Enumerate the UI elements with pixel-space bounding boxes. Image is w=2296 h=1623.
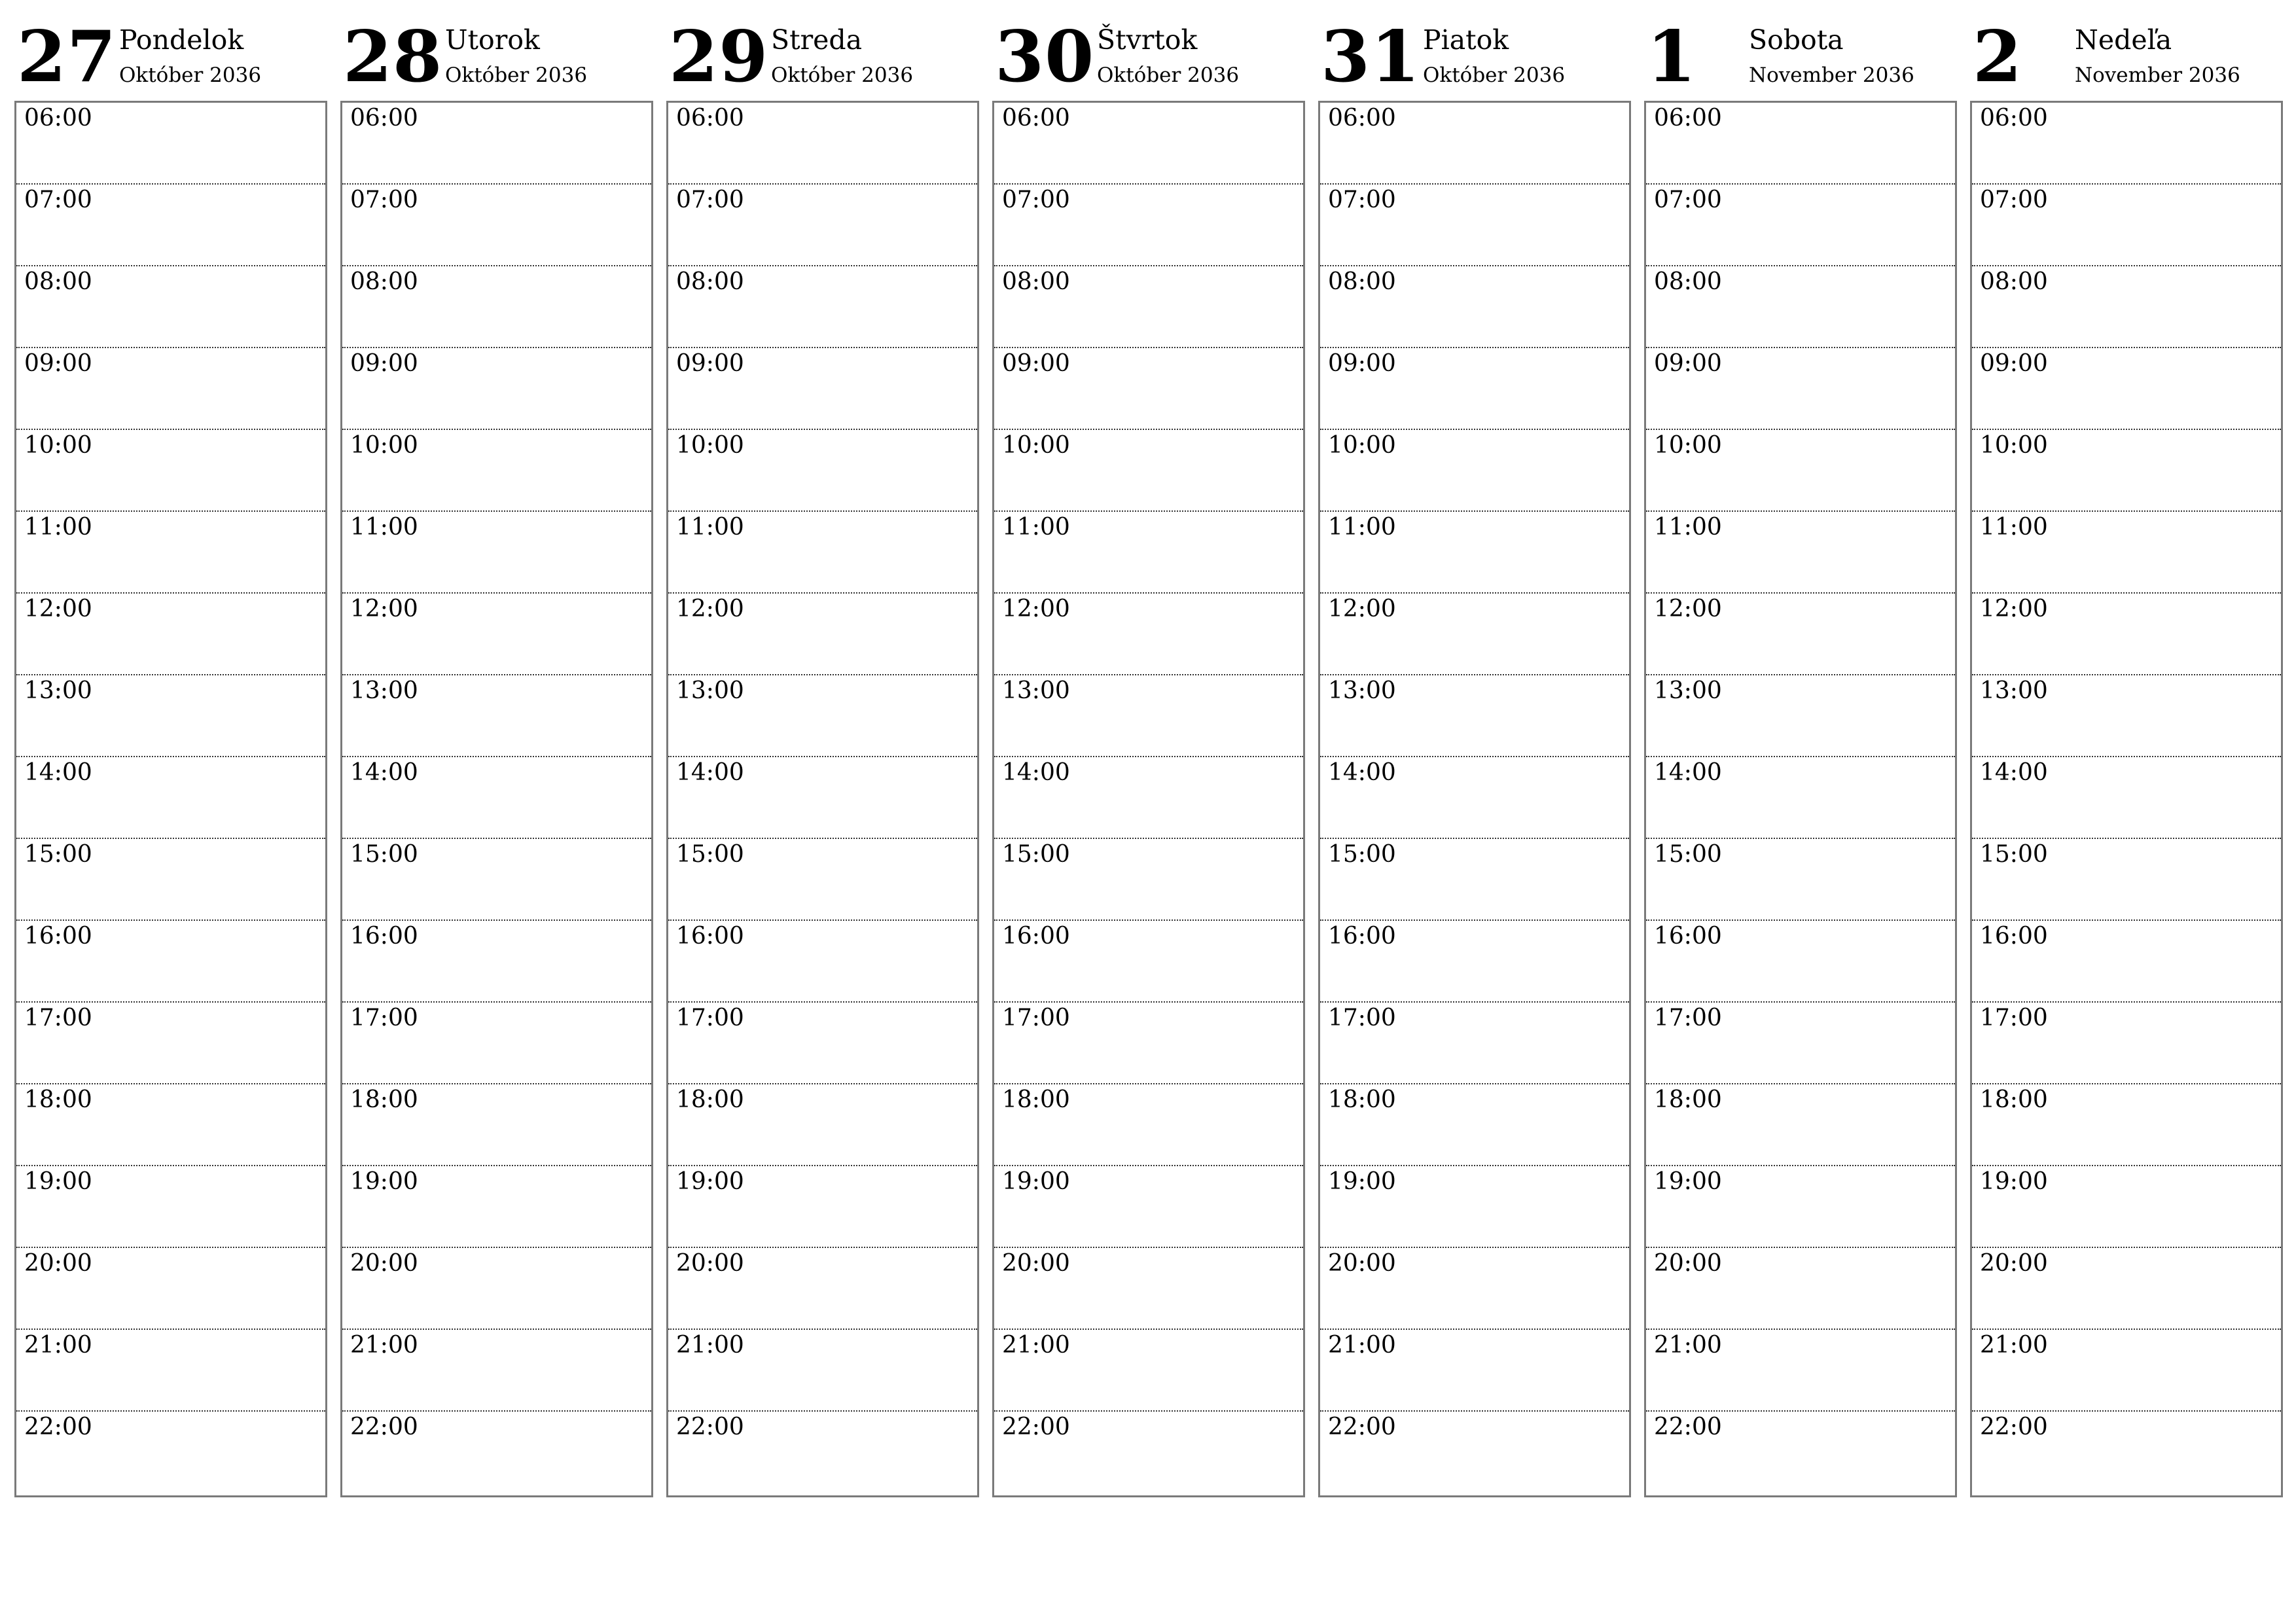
hour-label: 13:00: [1654, 677, 1722, 704]
hour-label: 06:00: [676, 105, 744, 132]
hour-label: 22:00: [24, 1414, 92, 1440]
hour-label: 16:00: [1002, 923, 1070, 950]
hour-slot[interactable]: [994, 348, 1303, 430]
hour-slot[interactable]: [1320, 266, 1629, 348]
hour-label: 18:00: [24, 1086, 92, 1113]
hour-slots-box: [666, 101, 979, 1497]
hour-slot[interactable]: [1972, 839, 2281, 921]
hour-slot[interactable]: [668, 675, 977, 757]
hour-slot[interactable]: [1972, 1248, 2281, 1330]
hour-slot[interactable]: [16, 1084, 325, 1166]
hour-slot[interactable]: [1972, 512, 2281, 594]
hour-slots-box: [1644, 101, 1957, 1497]
hour-slot[interactable]: [16, 1003, 325, 1084]
hour-slot[interactable]: [1646, 512, 1955, 594]
hour-label: 18:00: [676, 1086, 744, 1113]
hour-slots-box: [1970, 101, 2283, 1497]
hour-slot[interactable]: [1320, 1166, 1629, 1248]
hour-slot[interactable]: [668, 266, 977, 348]
hour-label: 22:00: [1328, 1414, 1396, 1440]
hour-label: 18:00: [1980, 1086, 2048, 1113]
hour-slot[interactable]: [16, 1330, 325, 1412]
hour-label: 07:00: [24, 187, 92, 213]
hour-label: 16:00: [1328, 923, 1396, 950]
hour-label: 13:00: [350, 677, 418, 704]
hour-slot[interactable]: [994, 266, 1303, 348]
day-header: [340, 0, 652, 98]
hour-slot[interactable]: [1320, 1330, 1629, 1412]
hour-slot[interactable]: [668, 1084, 977, 1166]
hour-slot[interactable]: [668, 430, 977, 512]
day-name: Sobota: [1749, 24, 1844, 56]
hour-label: 13:00: [1328, 677, 1396, 704]
hour-label: 10:00: [1328, 432, 1396, 459]
hour-label: 11:00: [1002, 514, 1070, 541]
hour-slot[interactable]: [668, 185, 977, 266]
day-column: [992, 0, 1304, 1499]
day-number: 2: [1973, 16, 2023, 98]
hour-label: 22:00: [676, 1414, 744, 1440]
hour-slot[interactable]: [994, 430, 1303, 512]
hour-slots-box: [1318, 101, 1631, 1497]
hour-slot[interactable]: [994, 675, 1303, 757]
day-month-year: November 2036: [1749, 63, 1914, 87]
hour-slot[interactable]: [16, 266, 325, 348]
hour-slot[interactable]: [342, 1330, 651, 1412]
day-number: 30: [995, 16, 1095, 98]
day-name: Pondelok: [119, 24, 244, 56]
hour-label: 08:00: [1654, 268, 1722, 295]
day-number: 1: [1647, 16, 1697, 98]
hour-label: 20:00: [350, 1250, 418, 1277]
hour-label: 13:00: [1002, 677, 1070, 704]
hour-label: 21:00: [1980, 1332, 2048, 1359]
hour-label: 07:00: [1654, 187, 1722, 213]
hour-slot[interactable]: [994, 1166, 1303, 1248]
hour-label: 17:00: [1328, 1005, 1396, 1031]
hour-label: 16:00: [1654, 923, 1722, 950]
hour-slot[interactable]: [1972, 430, 2281, 512]
hour-slot[interactable]: [342, 1248, 651, 1330]
hour-label: 10:00: [676, 432, 744, 459]
hour-slot[interactable]: [1972, 921, 2281, 1003]
hour-slot[interactable]: [1972, 266, 2281, 348]
day-number: 28: [343, 16, 443, 98]
day-number: 31: [1321, 16, 1421, 98]
hour-label: 09:00: [1980, 350, 2048, 377]
hour-label: 11:00: [1654, 514, 1722, 541]
hour-slot[interactable]: [994, 594, 1303, 675]
hour-slot[interactable]: [668, 1003, 977, 1084]
hour-slot[interactable]: [994, 1330, 1303, 1412]
hour-slot[interactable]: [16, 348, 325, 430]
hour-label: 07:00: [350, 187, 418, 213]
hour-label: 15:00: [350, 841, 418, 868]
day-column: [1644, 0, 1956, 1499]
hour-label: 13:00: [24, 677, 92, 704]
hour-slot[interactable]: [668, 1330, 977, 1412]
hour-slot[interactable]: [994, 1412, 1303, 1493]
hour-slot[interactable]: [16, 757, 325, 839]
hour-slot[interactable]: [668, 839, 977, 921]
hour-label: 07:00: [1980, 187, 2048, 213]
hour-slot[interactable]: [994, 839, 1303, 921]
hour-label: 09:00: [350, 350, 418, 377]
hour-label: 19:00: [24, 1168, 92, 1195]
hour-label: 10:00: [1654, 432, 1722, 459]
day-column: [14, 0, 326, 1499]
hour-slot[interactable]: [1646, 266, 1955, 348]
hour-label: 08:00: [350, 268, 418, 295]
day-header: [14, 0, 326, 98]
hour-slot[interactable]: [1646, 675, 1955, 757]
hour-label: 14:00: [1002, 759, 1070, 786]
day-month-year: Október 2036: [771, 63, 914, 87]
hour-slot[interactable]: [16, 921, 325, 1003]
hour-label: 11:00: [24, 514, 92, 541]
hour-slot[interactable]: [994, 1084, 1303, 1166]
hour-label: 20:00: [1328, 1250, 1396, 1277]
hour-slot[interactable]: [1320, 1003, 1629, 1084]
hour-label: 10:00: [1980, 432, 2048, 459]
hour-label: 17:00: [1654, 1005, 1722, 1031]
hour-label: 06:00: [350, 105, 418, 132]
day-number: 29: [669, 16, 769, 98]
hour-slot[interactable]: [1972, 103, 2281, 185]
hour-slot[interactable]: [1320, 512, 1629, 594]
hour-slot[interactable]: [16, 675, 325, 757]
hour-label: 18:00: [1328, 1086, 1396, 1113]
hour-slot[interactable]: [1320, 675, 1629, 757]
hour-label: 22:00: [1002, 1414, 1070, 1440]
hour-slot[interactable]: [668, 921, 977, 1003]
hour-label: 21:00: [24, 1332, 92, 1359]
hour-label: 19:00: [350, 1168, 418, 1195]
hour-slot[interactable]: [342, 921, 651, 1003]
hour-slot[interactable]: [1646, 839, 1955, 921]
hour-slot[interactable]: [1320, 1084, 1629, 1166]
hour-slot[interactable]: [1972, 757, 2281, 839]
hour-slot[interactable]: [342, 594, 651, 675]
day-month-year: Október 2036: [1097, 63, 1240, 87]
hour-slot[interactable]: [1972, 1412, 2281, 1493]
hour-slot[interactable]: [668, 103, 977, 185]
hour-label: 19:00: [1980, 1168, 2048, 1195]
hour-slot[interactable]: [1320, 1412, 1629, 1493]
day-header: [992, 0, 1304, 98]
hour-slot[interactable]: [1320, 1248, 1629, 1330]
hour-slot[interactable]: [1646, 103, 1955, 185]
hour-slot[interactable]: [342, 1084, 651, 1166]
day-column: [340, 0, 652, 1499]
hour-label: 15:00: [1328, 841, 1396, 868]
hour-slot[interactable]: [1320, 430, 1629, 512]
hour-label: 18:00: [1654, 1086, 1722, 1113]
day-header: [1644, 0, 1956, 98]
hour-label: 16:00: [350, 923, 418, 950]
hour-slot[interactable]: [342, 266, 651, 348]
hour-slot[interactable]: [342, 1166, 651, 1248]
hour-slot[interactable]: [1646, 594, 1955, 675]
hour-slot[interactable]: [16, 1248, 325, 1330]
day-name: Nedeľa: [2075, 24, 2172, 56]
hour-label: 18:00: [1002, 1086, 1070, 1113]
day-name: Piatok: [1423, 24, 1509, 56]
hour-label: 08:00: [1328, 268, 1396, 295]
hour-label: 08:00: [1980, 268, 2048, 295]
hour-slot[interactable]: [1972, 1166, 2281, 1248]
hour-slot[interactable]: [994, 1248, 1303, 1330]
hour-slot[interactable]: [16, 1412, 325, 1493]
hour-label: 19:00: [1654, 1168, 1722, 1195]
hour-label: 15:00: [1002, 841, 1070, 868]
hour-label: 12:00: [1980, 596, 2048, 622]
hour-label: 19:00: [1002, 1168, 1070, 1195]
hour-slot[interactable]: [342, 348, 651, 430]
hour-slots-box: [14, 101, 327, 1497]
hour-label: 15:00: [1654, 841, 1722, 868]
hour-slot[interactable]: [342, 185, 651, 266]
hour-label: 19:00: [1328, 1168, 1396, 1195]
hour-label: 10:00: [1002, 432, 1070, 459]
hour-label: 17:00: [350, 1005, 418, 1031]
hour-slot[interactable]: [1972, 1084, 2281, 1166]
hour-slot[interactable]: [668, 512, 977, 594]
hour-slot[interactable]: [1646, 921, 1955, 1003]
hour-slot[interactable]: [668, 1412, 977, 1493]
hour-slot[interactable]: [1972, 594, 2281, 675]
hour-slot[interactable]: [1320, 594, 1629, 675]
hour-slot[interactable]: [342, 757, 651, 839]
hour-label: 14:00: [676, 759, 744, 786]
hour-label: 20:00: [1654, 1250, 1722, 1277]
day-month-year: Október 2036: [445, 63, 588, 87]
hour-label: 14:00: [1654, 759, 1722, 786]
hour-label: 22:00: [1980, 1414, 2048, 1440]
hour-label: 12:00: [1002, 596, 1070, 622]
hour-label: 09:00: [676, 350, 744, 377]
hour-label: 16:00: [24, 923, 92, 950]
hour-label: 11:00: [676, 514, 744, 541]
hour-slot[interactable]: [1646, 1248, 1955, 1330]
hour-slot[interactable]: [1320, 921, 1629, 1003]
hour-label: 06:00: [1980, 105, 2048, 132]
day-column: [1318, 0, 1630, 1499]
hour-label: 19:00: [676, 1168, 744, 1195]
hour-label: 06:00: [1328, 105, 1396, 132]
hour-label: 13:00: [1980, 677, 2048, 704]
hour-label: 06:00: [1002, 105, 1070, 132]
hour-label: 14:00: [1980, 759, 2048, 786]
hour-label: 21:00: [350, 1332, 418, 1359]
hour-slot[interactable]: [1320, 103, 1629, 185]
hour-slot[interactable]: [342, 103, 651, 185]
hour-label: 22:00: [350, 1414, 418, 1440]
hour-label: 12:00: [676, 596, 744, 622]
hour-slot[interactable]: [342, 1003, 651, 1084]
hour-label: 15:00: [24, 841, 92, 868]
hour-label: 14:00: [1328, 759, 1396, 786]
hour-slot[interactable]: [1972, 1003, 2281, 1084]
hour-slot[interactable]: [1320, 185, 1629, 266]
hour-label: 22:00: [1654, 1414, 1722, 1440]
day-column: [1970, 0, 2282, 1499]
day-month-year: Október 2036: [119, 63, 262, 87]
hour-slot[interactable]: [1646, 348, 1955, 430]
hour-slot[interactable]: [1646, 1330, 1955, 1412]
hour-label: 15:00: [1980, 841, 2048, 868]
hour-label: 21:00: [1002, 1332, 1070, 1359]
hour-slot[interactable]: [994, 103, 1303, 185]
hour-label: 09:00: [24, 350, 92, 377]
hour-slot[interactable]: [1646, 185, 1955, 266]
hour-label: 12:00: [1328, 596, 1396, 622]
hour-slot[interactable]: [16, 594, 325, 675]
hour-label: 17:00: [1002, 1005, 1070, 1031]
hour-label: 17:00: [24, 1005, 92, 1031]
day-name: Utorok: [445, 24, 540, 56]
hour-label: 09:00: [1654, 350, 1722, 377]
hour-label: 20:00: [24, 1250, 92, 1277]
hour-slot[interactable]: [994, 757, 1303, 839]
hour-label: 10:00: [350, 432, 418, 459]
hour-label: 11:00: [1328, 514, 1396, 541]
day-header: [1970, 0, 2282, 98]
hour-label: 12:00: [350, 596, 418, 622]
hour-slot[interactable]: [668, 348, 977, 430]
hour-label: 15:00: [676, 841, 744, 868]
hour-label: 12:00: [24, 596, 92, 622]
hour-slot[interactable]: [1320, 348, 1629, 430]
hour-slot[interactable]: [16, 839, 325, 921]
day-column: [666, 0, 978, 1499]
hour-slot[interactable]: [1972, 185, 2281, 266]
hour-label: 08:00: [1002, 268, 1070, 295]
hour-label: 20:00: [1002, 1250, 1070, 1277]
hour-label: 16:00: [1980, 923, 2048, 950]
hour-slot[interactable]: [342, 1412, 651, 1493]
hour-slot[interactable]: [1646, 1166, 1955, 1248]
hour-label: 07:00: [676, 187, 744, 213]
hour-slot[interactable]: [1646, 1412, 1955, 1493]
hour-label: 10:00: [24, 432, 92, 459]
hour-slots-box: [340, 101, 653, 1497]
hour-slot[interactable]: [668, 757, 977, 839]
hour-slot[interactable]: [1972, 675, 2281, 757]
day-header: [1318, 0, 1630, 98]
hour-slot[interactable]: [342, 839, 651, 921]
hour-label: 07:00: [1328, 187, 1396, 213]
hour-slot[interactable]: [994, 921, 1303, 1003]
day-month-year: November 2036: [2075, 63, 2240, 87]
hour-slot[interactable]: [994, 1003, 1303, 1084]
hour-slot[interactable]: [16, 103, 325, 185]
hour-label: 09:00: [1002, 350, 1070, 377]
hour-slot[interactable]: [1320, 839, 1629, 921]
hour-slot[interactable]: [1646, 430, 1955, 512]
hour-label: 06:00: [1654, 105, 1722, 132]
hour-slot[interactable]: [1646, 757, 1955, 839]
day-name: Streda: [771, 24, 863, 56]
hour-slot[interactable]: [668, 1248, 977, 1330]
hour-slot[interactable]: [1646, 1003, 1955, 1084]
day-header: [666, 0, 978, 98]
hour-slot[interactable]: [342, 675, 651, 757]
day-name: Štvrtok: [1097, 24, 1198, 56]
hour-slot[interactable]: [16, 1166, 325, 1248]
hour-slot[interactable]: [342, 430, 651, 512]
day-number: 27: [17, 16, 117, 98]
hour-label: 17:00: [1980, 1005, 2048, 1031]
hour-label: 11:00: [350, 514, 418, 541]
hour-label: 08:00: [676, 268, 744, 295]
hour-slot[interactable]: [1646, 1084, 1955, 1166]
hour-slot[interactable]: [16, 185, 325, 266]
hour-slot[interactable]: [16, 512, 325, 594]
hour-label: 11:00: [1980, 514, 2048, 541]
hour-label: 21:00: [676, 1332, 744, 1359]
hour-label: 16:00: [676, 923, 744, 950]
hour-label: 13:00: [676, 677, 744, 704]
hour-label: 20:00: [676, 1250, 744, 1277]
hour-label: 20:00: [1980, 1250, 2048, 1277]
hour-label: 07:00: [1002, 187, 1070, 213]
hour-slot[interactable]: [994, 512, 1303, 594]
hour-slot[interactable]: [668, 594, 977, 675]
hour-slots-box: [992, 101, 1305, 1497]
hour-label: 17:00: [676, 1005, 744, 1031]
day-month-year: Október 2036: [1423, 63, 1566, 87]
hour-label: 12:00: [1654, 596, 1722, 622]
hour-slot[interactable]: [994, 185, 1303, 266]
hour-label: 14:00: [24, 759, 92, 786]
hour-slot[interactable]: [1972, 348, 2281, 430]
hour-label: 06:00: [24, 105, 92, 132]
hour-label: 09:00: [1328, 350, 1396, 377]
hour-label: 08:00: [24, 268, 92, 295]
hour-label: 21:00: [1328, 1332, 1396, 1359]
hour-slot[interactable]: [16, 430, 325, 512]
hour-slot[interactable]: [342, 512, 651, 594]
hour-slot[interactable]: [668, 1166, 977, 1248]
weekly-planner: [14, 0, 2282, 1505]
hour-label: 14:00: [350, 759, 418, 786]
hour-label: 18:00: [350, 1086, 418, 1113]
hour-slot[interactable]: [1972, 1330, 2281, 1412]
hour-label: 21:00: [1654, 1332, 1722, 1359]
hour-slot[interactable]: [1320, 757, 1629, 839]
